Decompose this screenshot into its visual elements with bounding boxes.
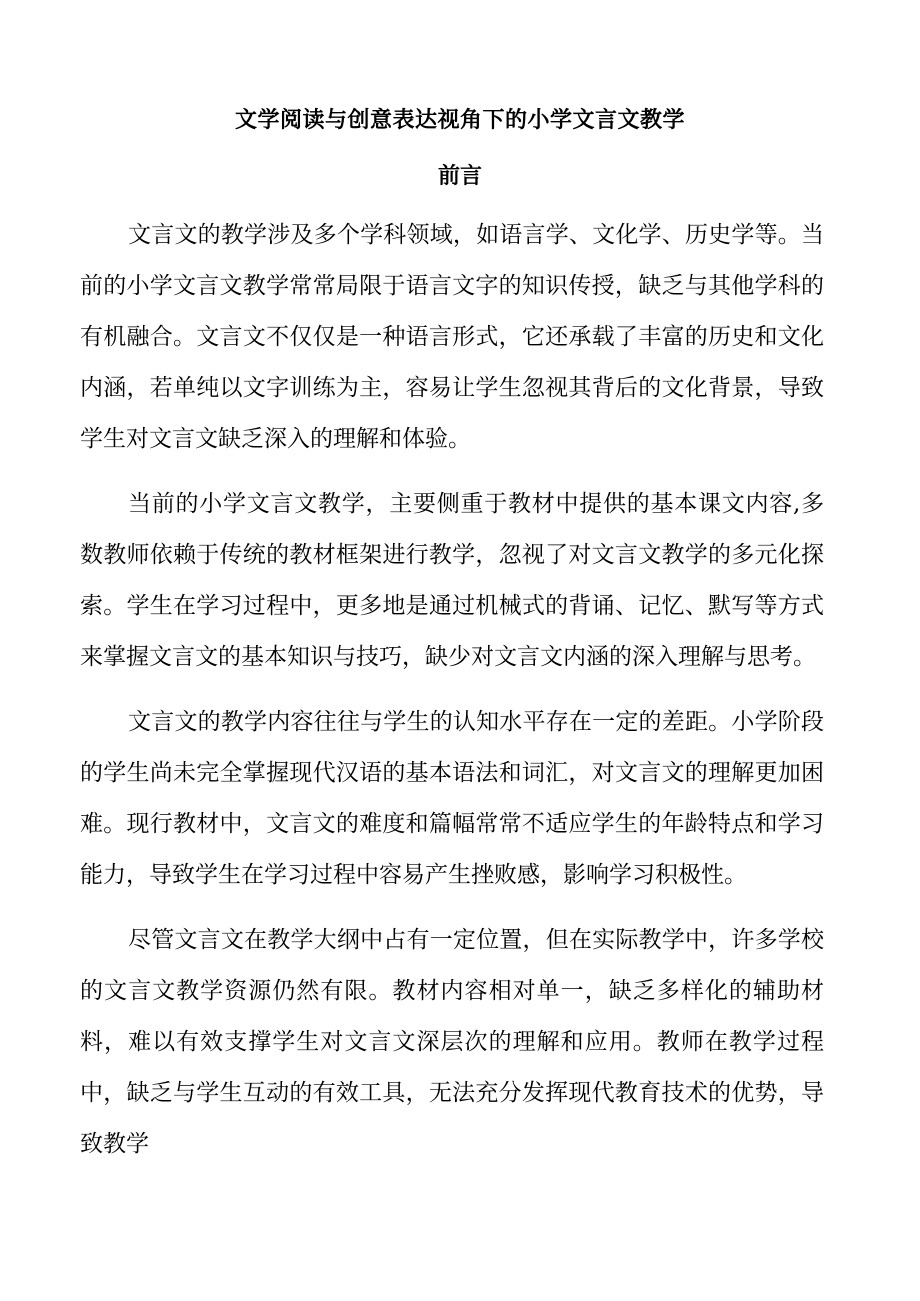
- document-title: 文学阅读与创意表达视角下的小学文言文教学: [234, 107, 685, 133]
- section-heading: 前言: [437, 163, 482, 189]
- paragraph-1: 文言文的教学涉及多个学科领域，如语言学、文化学、历史学等。当前的小学文言文教学常常局限于语言文字的知识传授，缺乏与其他学科的有机融合。文言文不仅仅是一种语言形式，它还承载了丰富的历史和文化内涵，若单纯以文字训练为主，容易让学生忽视其背后的文化背景，导致学生对文言文缺乏深入的理解和体验。: [80, 222, 824, 452]
- paragraph-3: 文言文的教学内容往往与学生的认知水平存在一定的差距。小学阶段的学生尚未完全掌握现代汉语的基本语法和词汇，对文言文的理解更加困难。现行教材中，文言文的难度和篇幅常常不适应学生的年龄特点和学习能力，导致学生在学习过程中容易产生挫败感，影响学习积极性。: [80, 709, 824, 888]
- paragraph-4: 尽管文言文在教学大纲中占有一定位置，但在实际教学中，许多学校的文言文教学资源仍然有限。教材内容相对单一，缺乏多样化的辅助材料，难以有效支撑学生对文言文深层次的理解和应用。教师在教学过程中，缺乏与学生互动的有效工具，无法充分发挥现代教育技术的优势，导致教学: [80, 927, 824, 1157]
- body-text: [80, 210, 824, 1184]
- paragraph-2: 当前的小学文言文教学，主要侧重于教材中提供的基本课文内容,多数教师依赖于传统的教材框架进行教学，忽视了对文言文教学的多元化探索。学生在学习过程中，更多地是通过机械式的背诵、记忆、默写等方式来掌握文言文的基本知识与技巧，缺少对文言文内涵的深入理解与思考。: [80, 491, 824, 670]
